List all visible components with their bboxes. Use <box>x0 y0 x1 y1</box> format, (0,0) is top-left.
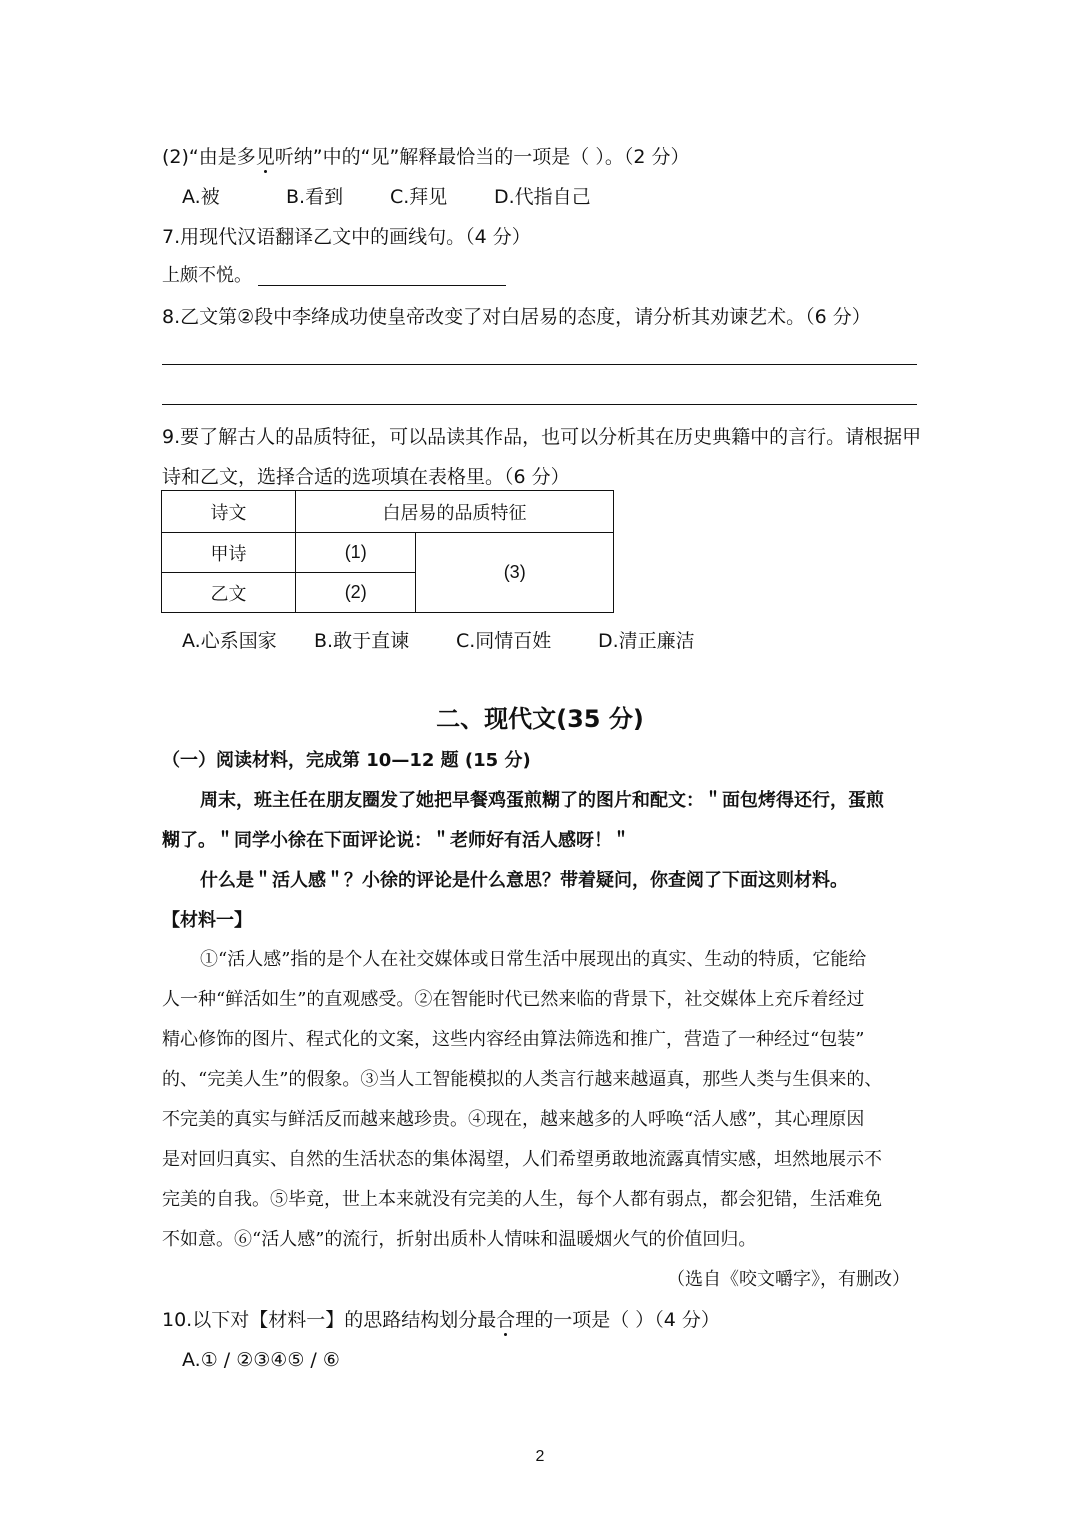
q8-stem: 8.乙文第②段中李绛成功使皇帝改变了对白居易的态度，请分析其劝谏艺术。（6 分） <box>162 306 871 328</box>
q7-stem: 7.用现代汉语翻译乙文中的画线句。（4 分） <box>162 226 531 248</box>
q9-table <box>161 490 614 613</box>
table-header-poem: 诗文 <box>162 491 296 533</box>
option-d: D.清正廉洁 <box>598 630 695 652</box>
q9-stem-line1: 9.要了解古人的品质特征，可以品读其作品，也可以分析其在历史典籍中的言行。请根据甲 <box>162 426 922 448</box>
material-source: （选自《咬文嚼字》，有删改） <box>667 1269 910 1290</box>
q10-stem: 10.以下对【材料一】的思路结构划分最合理的一项是（ ）（4 分） <box>162 1309 720 1331</box>
option-a: A.被 <box>182 186 220 208</box>
material-line-4: 的、“完美人生”的假象。③当人工智能模拟的人类言行越来越逼真，那些人类与生俱来的、 <box>162 1069 883 1090</box>
intro-line-3: 什么是＂活人感＂？小徐的评论是什么意思？带着疑问，你查阅了下面这则材料。 <box>200 870 848 891</box>
material-line-6: 是对回归真实、自然的生活状态的集体渴望，人们希望勇敢地流露真情实感，坦然地展示不 <box>162 1149 882 1170</box>
option-a: A.心系国家 <box>182 630 277 652</box>
material-line-2: 人一种“鲜活如生”的直观感受。②在智能时代已然来临的背景下，社交媒体上充斥着经过 <box>162 989 865 1010</box>
q9-stem-line2: 诗和乙文，选择合适的选项填在表格里。（6 分） <box>162 466 570 488</box>
q10-option-a: A.① / ②③④⑤ / ⑥ <box>182 1349 340 1371</box>
option-c: C.同情百姓 <box>456 630 552 652</box>
material-label: 【材料一】 <box>162 910 252 931</box>
emphasis-dot-word: 最合理 <box>477 1309 535 1331</box>
page-number: 2 <box>535 1448 545 1465</box>
intro-line-2: 糊了。＂同学小徐在下面评论说：＂老师好有活人感呀！＂ <box>162 830 630 851</box>
table-cell-3[interactable]: (3) <box>416 533 614 613</box>
material-line-5: 不完美的真实与鲜活反而越来越珍贵。④现在，越来越多的人呼唤“活人感”，其心理原因 <box>162 1109 865 1130</box>
option-c: C.拜见 <box>390 186 448 208</box>
q6-2-options <box>182 185 591 209</box>
material-line-1: ①“活人感”指的是个人在社交媒体或日常生活中展现出的真实、生动的特质，它能给 <box>200 949 867 970</box>
section-title: 二、现代文(35 分) <box>436 705 644 733</box>
intro-line-1: 周末，班主任在朋友圈发了她把早餐鸡蛋煎糊了的图片和配文：＂面包烤得还行，蛋煎 <box>200 790 884 811</box>
q8-answer-line-1[interactable] <box>162 364 917 365</box>
table-header-quality: 白居易的品质特征 <box>296 491 614 533</box>
material-line-3: 精心修饰的图片、程式化的文案，这些内容经由算法筛选和推广，营造了一种经过“包装” <box>162 1029 865 1050</box>
q8-answer-line-2[interactable] <box>162 404 917 405</box>
q9-options <box>182 629 695 653</box>
material-line-8: 不如意。⑥“活人感”的流行，折射出质朴人情味和温暖烟火气的价值回归。 <box>162 1229 757 1250</box>
option-d: D.代指自己 <box>494 186 591 208</box>
table-row-label-yi: 乙文 <box>162 573 296 613</box>
table-cell-2[interactable]: (2) <box>296 573 416 613</box>
table-row-label-jia: 甲诗 <box>162 533 296 573</box>
table-cell-1[interactable]: (1) <box>296 533 416 573</box>
q7-sentence: 上颇不悦。 <box>162 265 252 286</box>
option-b: B.敢于直谏 <box>314 630 410 652</box>
q6-2-stem: (2)“由是多见听纳”中的“见”解释最恰当的一项是（ ）。（2 分） <box>162 146 690 168</box>
material-line-7: 完美的自我。⑤毕竟，世上本来就没有完美的人生，每个人都有弱点，都会犯错，生活难免 <box>162 1189 882 1210</box>
section-subtitle: （一）阅读材料，完成第 10—12 题 (15 分) <box>162 750 531 771</box>
q7-answer-line[interactable] <box>258 285 506 286</box>
emphasis-dot-char: 见 <box>255 146 275 168</box>
option-b: B.看到 <box>286 186 344 208</box>
